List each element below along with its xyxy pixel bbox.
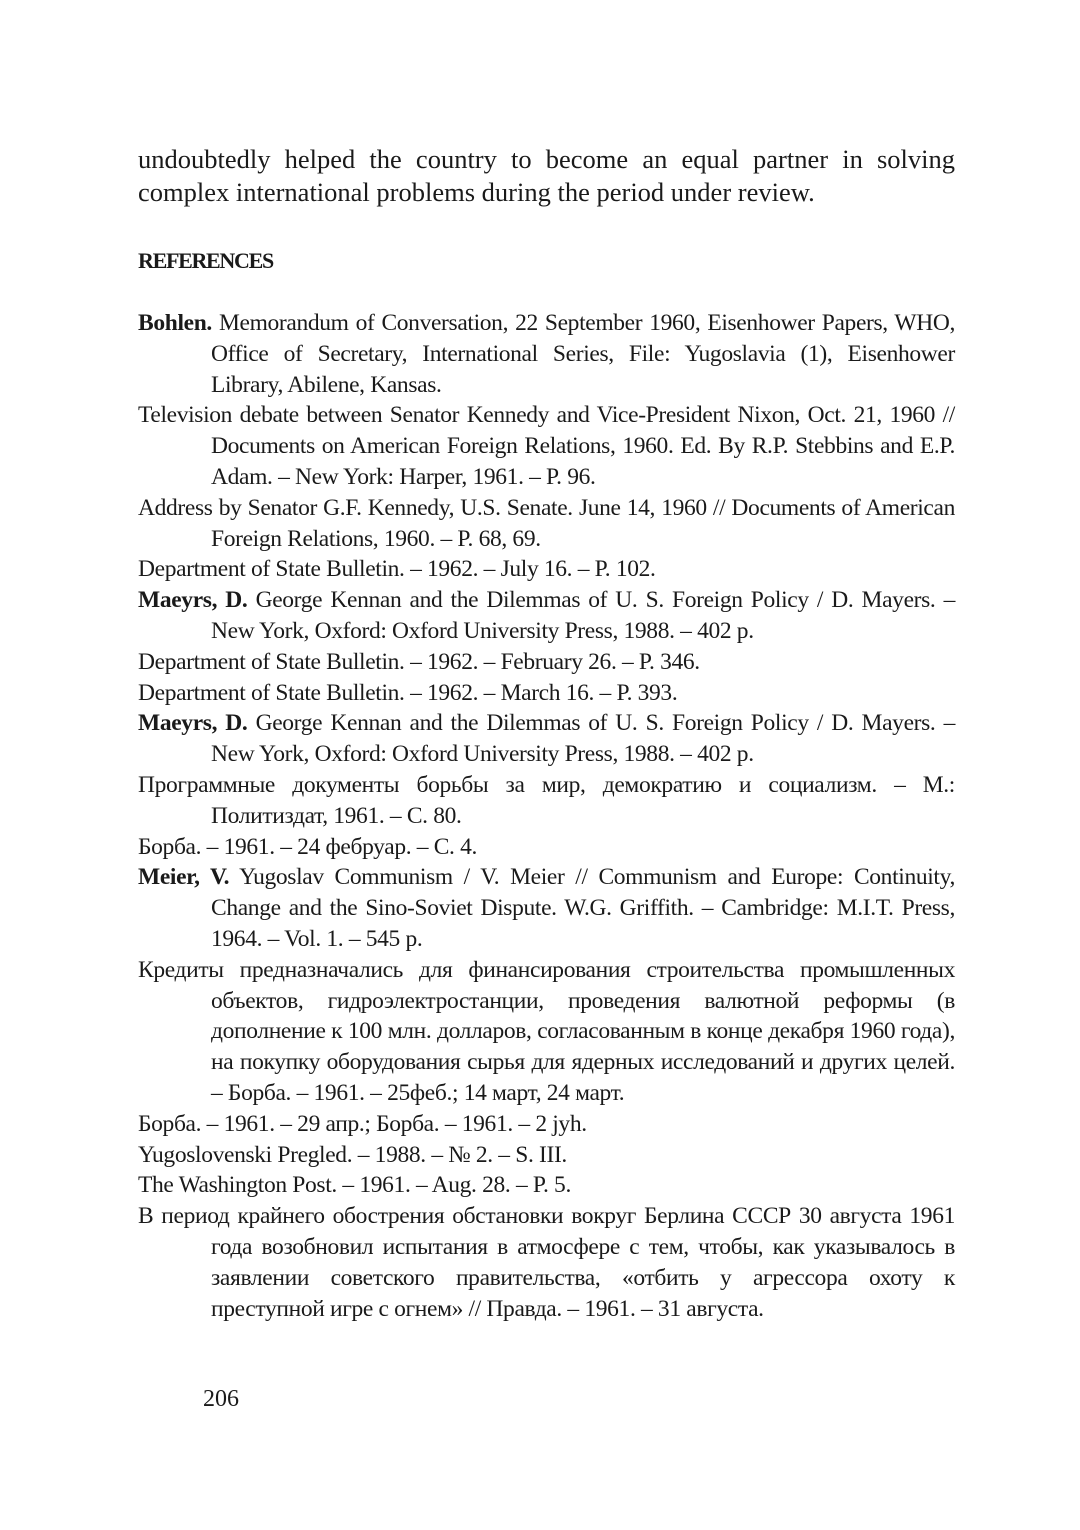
- references-list: [138, 308, 955, 1324]
- reference-item: [138, 708, 955, 770]
- reference-text: The Washington Post. – 1961. – Aug. 28. – P. 5.: [138, 1172, 571, 1199]
- reference-item: [138, 1170, 955, 1201]
- reference-text: Yugoslovenski Pregled. – 1988. – № 2. – S. III.: [138, 1141, 567, 1168]
- references-heading: REFERENCES: [138, 248, 273, 273]
- reference-item: [138, 1201, 955, 1324]
- reference-text: Кредиты предназначались для финансирования строительства промышленных объектов, гидроэлектростанции, проведения валютной реформы (в дополнение к 100 млн. долларов, согласованным в конце декабря 1960 года), на покупку оборудования сырья для ядерных исследований и других целей. – Борба. – 1961. – 25феб.; 14 март, 24 март.: [138, 956, 955, 1106]
- reference-item: [138, 493, 955, 555]
- reference-item: [138, 1140, 955, 1171]
- reference-text: Department of State Bulletin. – 1962. – February 26. – P. 346.: [138, 648, 700, 675]
- reference-item: [138, 955, 955, 1109]
- reference-item: [138, 1109, 955, 1140]
- reference-item: [138, 400, 955, 492]
- reference-text: В период крайнего обострения обстановки вокруг Берлина СССР 30 августа 1961 года возобновил испытания в атмосфере с тем, чтобы, как указывалось в заявлении советского правительства, «отбить у агрессора охоту к преступной игре с огнем» // Правда. – 1961. – 31 августа.: [138, 1203, 955, 1322]
- reference-author: Maeyrs, D.: [138, 710, 248, 737]
- reference-item: [138, 585, 955, 647]
- reference-item: [138, 862, 955, 954]
- reference-text: George Kennan and the Dilemmas of U. S. Foreign Policy / D. Mayers. – New York, Oxford: Oxford University Press, 1988. – 402 p.: [211, 710, 955, 768]
- reference-text: Memorandum of Conversation, 22 September 1960, Eisenhower Papers, WHO, Office of Secretary, International Series, File: Yugoslavia (1), Eisenhower Library, Abilene, Kansas.: [211, 310, 955, 398]
- reference-text: Department of State Bulletin. – 1962. – July 16. – P. 102.: [138, 556, 656, 583]
- reference-text: Address by Senator G.F. Kennedy, U.S. Senate. June 14, 1960 // Documents of American Foreign Relations, 1960. – P. 68, 69.: [138, 494, 955, 552]
- reference-author: Bohlen.: [138, 310, 212, 336]
- reference-item: [138, 678, 955, 709]
- reference-text: Yugoslav Communism / V. Meier // Communism and Europe: Continuity, Change and the Sino-Soviet Dispute. W.G. Griffith. – Cambridge: M.I.T. Press, 1964. – Vol. 1. – 545 p.: [211, 864, 955, 952]
- intro-paragraph: undoubtedly helped the country to become an equal partner in solving complex international problems during the period under review.: [138, 144, 955, 207]
- reference-text: Department of State Bulletin. – 1962. – March 16. – P. 393.: [138, 679, 678, 706]
- reference-text: Борба. – 1961. – 24 фебруар. – С. 4.: [138, 833, 478, 860]
- reference-item: [138, 308, 955, 400]
- reference-item: [138, 832, 955, 863]
- page-number: 206: [203, 1386, 239, 1412]
- reference-author: Maeyrs, D.: [138, 587, 248, 614]
- reference-text: Борба. – 1961. – 29 апр.; Борба. – 1961. – 2 jyh.: [138, 1110, 587, 1137]
- reference-item: [138, 647, 955, 678]
- reference-item: [138, 770, 955, 832]
- reference-text: George Kennan and the Dilemmas of U. S. Foreign Policy / D. Mayers. – New York, Oxford: Oxford University Press, 1988. – 402 p.: [211, 587, 955, 644]
- reference-item: [138, 554, 955, 585]
- reference-text: Программные документы борьбы за мир, демократию и социализм. – М.: Политиздат, 1961. – С. 80.: [138, 771, 955, 829]
- reference-text: Television debate between Senator Kennedy and Vice-President Nixon, Oct. 21, 1960 // Documents on American Foreign Relations, 1960. Ed. By R.P. Stebbins and E.P. Adam. – New York: Harper, 1961. – P. 96.: [138, 402, 955, 490]
- reference-author: Meier, V.: [138, 864, 230, 891]
